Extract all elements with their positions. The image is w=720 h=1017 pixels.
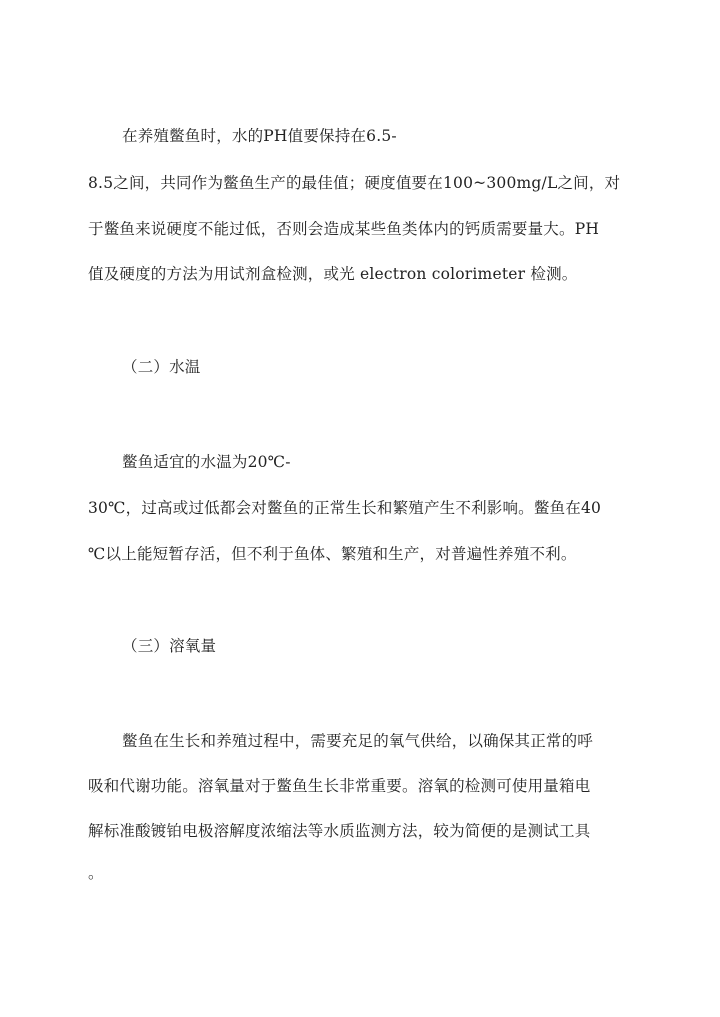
paragraph-oxygen-line-3: 解标准酸镀铂电极溶解度浓缩法等水质监测方法，较为简便的是测试工具	[88, 822, 591, 840]
paragraph-ph-line-3: 于鳖鱼来说硬度不能过低，否则会造成某些鱼类体内的钙质需要量大。PH	[88, 220, 600, 238]
paragraph-ph-line-4: 值及硬度的方法为用试剂盒检测，或光 electron colorimeter 检测。	[88, 265, 578, 283]
paragraph-ph-line-1: 在养殖鳖鱼时，水的PH值要保持在6.5-	[122, 127, 397, 145]
paragraph-oxygen-line-1: 鳖鱼在生长和养殖过程中，需要充足的氧气供给，以确保其正常的呼	[122, 732, 594, 750]
section-heading-water-temperature: （二）水温	[122, 358, 201, 376]
paragraph-oxygen-line-4: 。	[88, 864, 104, 882]
paragraph-oxygen-line-2: 吸和代谢功能。溶氧量对于鳖鱼生长非常重要。溶氧的检测可使用量箱电	[88, 777, 591, 795]
paragraph-temp-line-3: ℃以上能短暂存活，但不利于鱼体、繁殖和生产，对普遍性养殖不利。	[88, 545, 577, 563]
section-heading-dissolved-oxygen: （三）溶氧量	[122, 637, 217, 655]
paragraph-ph-line-2: 8.5之间，共同作为鳖鱼生产的最佳值；硬度值要在100~300mg/L之间，对	[88, 174, 621, 192]
paragraph-temp-line-2: 30℃，过高或过低都会对鳖鱼的正常生长和繁殖产生不利影响。鳖鱼在40	[88, 499, 602, 517]
paragraph-temp-line-1: 鳖鱼适宜的水温为20℃-	[122, 453, 291, 471]
